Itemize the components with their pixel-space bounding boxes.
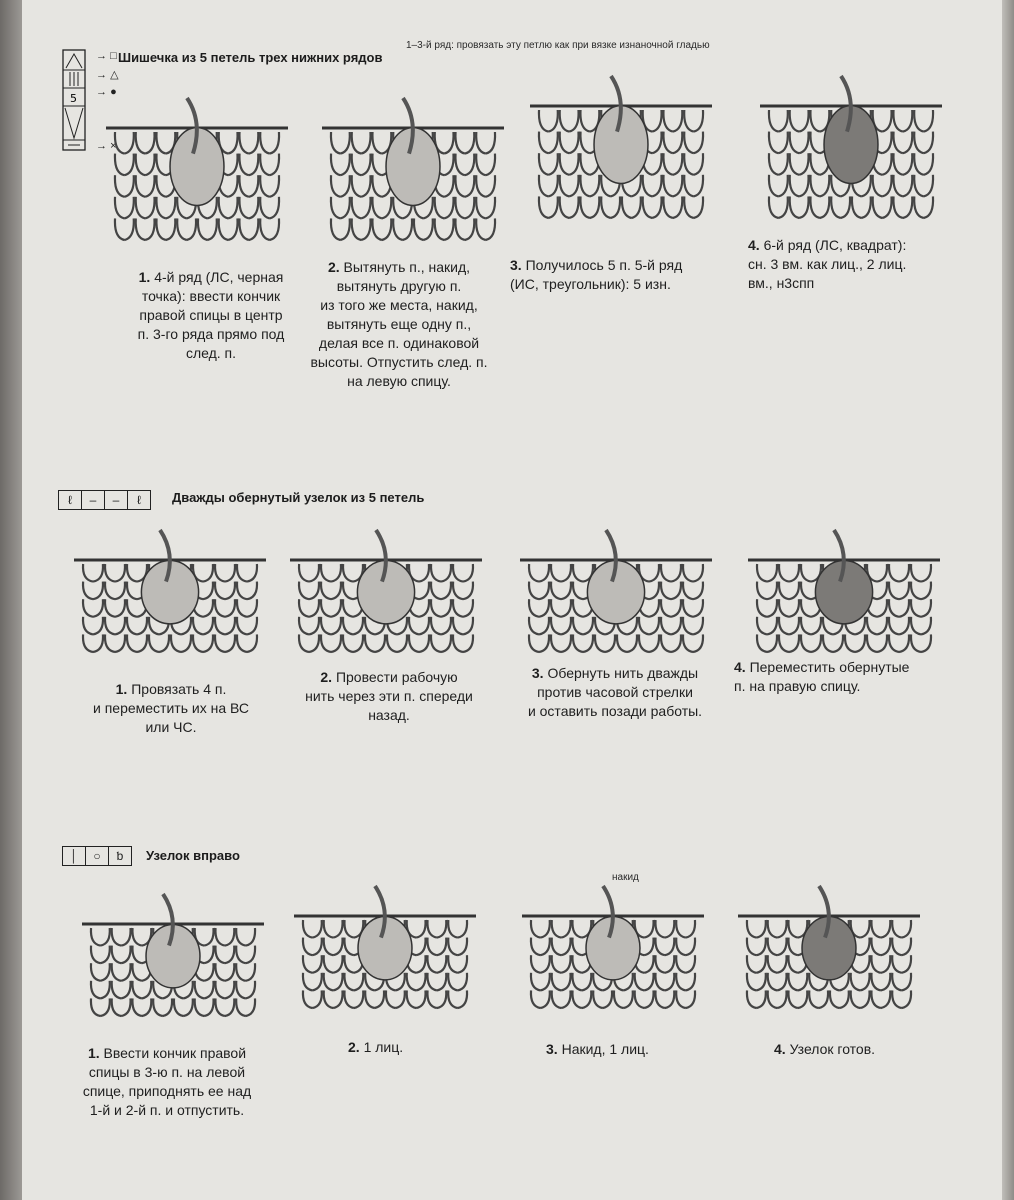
section2-step2-illustration	[286, 524, 486, 664]
section1-step2-caption: 2. Вытянуть п., накид, вытянуть другую п. из того же места, накид, вытянуть еще одну п., делая все п. одинаковой высоты. Отпустить след. п. на левую спицу.	[310, 259, 488, 389]
section3-step1-caption: 1. Ввести кончик правой спицы в 3-ю п. на левой спице, приподнять ее над 1-й и 2-й п. и отпустить.	[82, 1045, 252, 1118]
section1-step1-caption: 1. 4-й ряд (ЛС, черная точка): ввести кончик правой спицы в центр п. 3-го ряда прямо под след. п.	[137, 269, 285, 361]
knot-symbol-icon: ƅ	[116, 849, 124, 863]
section2-step1-caption: 1. Провязать 4 п. и переместить их на ВС или ЧС.	[93, 681, 249, 735]
section1-step3-caption: 3. Получилось 5 п. 5-й ряд (ИС, треугольник): 5 изн.	[510, 257, 683, 292]
wrapped-cluster-symbol	[58, 490, 151, 510]
yarnover-label: накид	[612, 872, 639, 883]
section2-title: Дважды обернутый узелок из 5 петель	[172, 490, 425, 505]
step4-illustration	[756, 70, 946, 230]
stitch-symbol-icon: │	[63, 847, 86, 865]
step2-illustration	[318, 92, 508, 252]
section2-step4-caption: 4. Переместить обернутые п. на правую спицу.	[734, 659, 910, 694]
section3-step2-caption: 2. 1 лиц.	[348, 1039, 404, 1055]
section3-step4-caption: 4. Узелок готов.	[774, 1041, 876, 1057]
section1-note: 1–3-й ряд: провязать эту петлю как при вязке изнаночной гладью	[406, 40, 710, 51]
row-mark-square: → □	[96, 50, 117, 62]
book-page	[22, 0, 1002, 1200]
wrap-symbol-icon: ℓ	[137, 493, 141, 507]
section2-step3-illustration	[516, 524, 716, 664]
page-edge	[1000, 0, 1014, 1200]
book-binding	[0, 0, 22, 1200]
bobble-chart-symbol	[62, 48, 92, 158]
section3-step3-caption: 3. Накид, 1 лиц.	[546, 1041, 649, 1057]
step1-illustration	[102, 92, 292, 252]
right-knot-symbol	[62, 846, 132, 866]
row-mark-triangle: → △	[96, 69, 119, 81]
section2-step2-caption: 2. Провести рабочую нить через эти п. спереди назад.	[305, 669, 473, 723]
section2-step1-illustration	[70, 524, 270, 664]
row-mark-dot: → ●	[96, 86, 117, 98]
section3-title: Узелок вправо	[146, 848, 240, 863]
section3-step1-illustration	[78, 888, 268, 1028]
dash-symbol-icon: –	[105, 491, 128, 509]
svg-text:5: 5	[70, 92, 77, 105]
section3-step3-illustration	[518, 880, 708, 1020]
section1-step4-caption: 4. 6-й ряд (ЛС, квадрат): сн. 3 вм. как лиц., 2 лиц. вм., н3спп	[748, 237, 907, 291]
section2-step4-illustration	[744, 524, 944, 664]
section3-step2-illustration	[290, 880, 480, 1020]
section1-title: Шишечка из 5 петель трех нижних рядов	[118, 50, 383, 65]
dash-symbol-icon: –	[82, 491, 105, 509]
step3-illustration	[526, 70, 716, 230]
row-mark-cross: → ×	[96, 140, 117, 152]
wrap-symbol-icon: ℓ	[59, 491, 82, 509]
section3-step4-illustration	[734, 880, 924, 1020]
circle-symbol-icon: ○	[86, 847, 109, 865]
section2-step3-caption: 3. Обернуть нить дважды против часовой стрелки и оставить позади работы.	[527, 665, 703, 719]
